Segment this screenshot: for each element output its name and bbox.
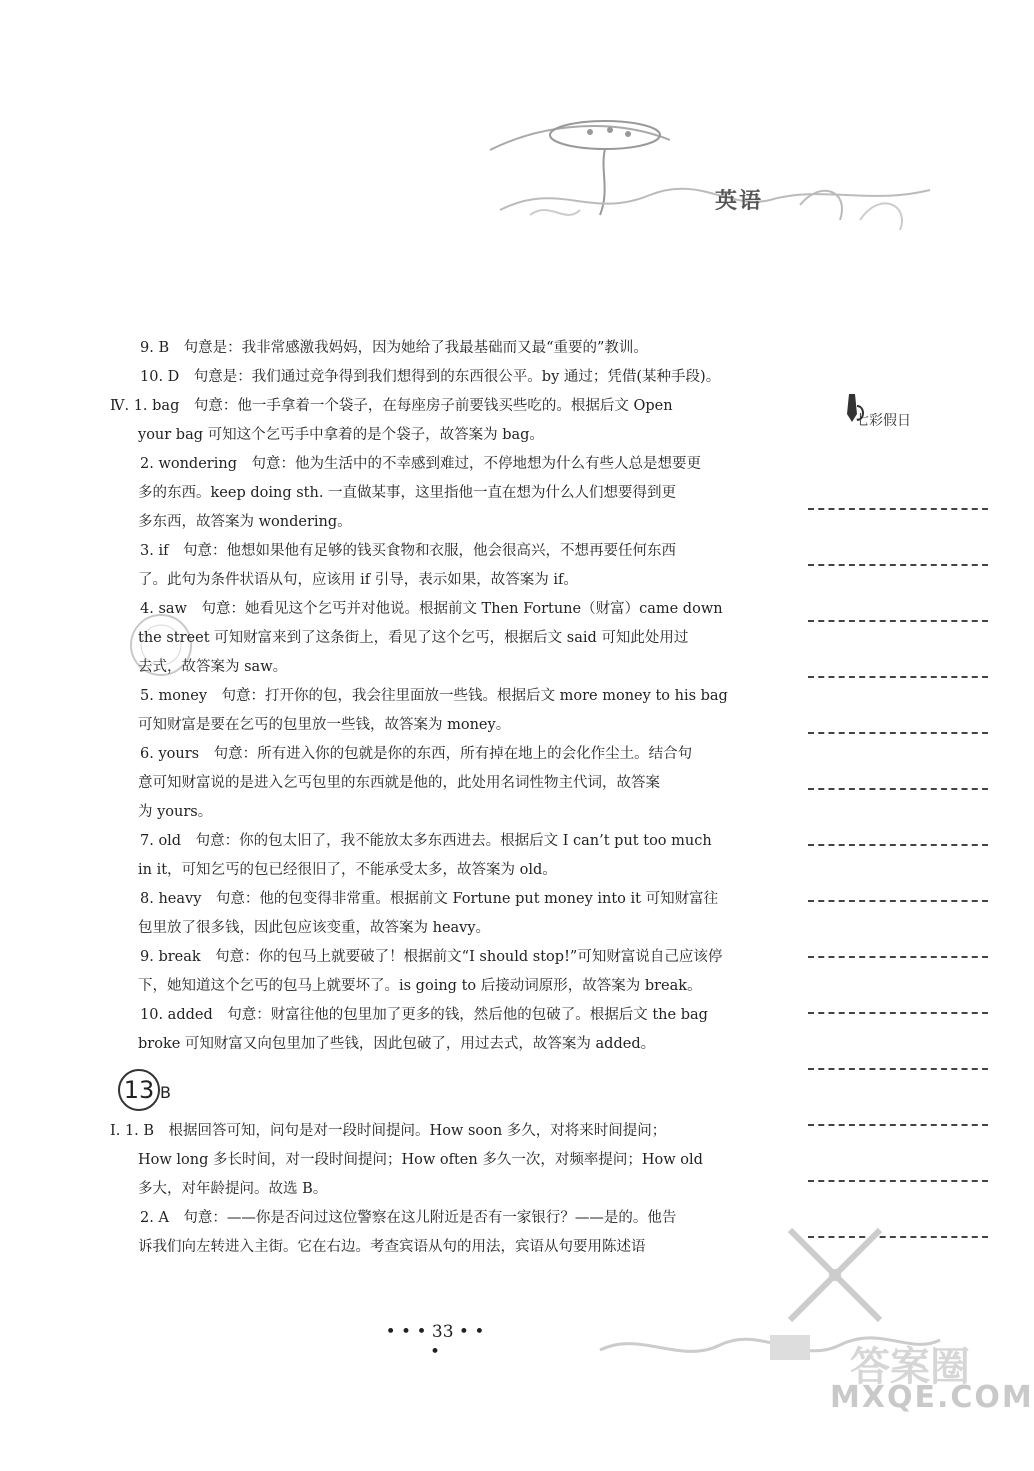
section-number: 13	[118, 1069, 160, 1111]
note-line	[808, 1070, 988, 1126]
answer-line: 多的东西。keep doing sth. 一直做某事，这里指他一直在想为什么人们想要得到更	[138, 485, 677, 501]
answer-line: 5. money 句意：打开你的包，我会往里面放一些钱。根据后文 more money to his bag	[140, 688, 728, 704]
answer-line: 4. saw 句意：她看见这个乞丐并对他说。根据前文 Then Fortune（财富）came down	[140, 601, 723, 617]
answer-line: How long 多长时间，对一段时间提问；How often 多久一次，对频率提问；How old	[138, 1152, 703, 1168]
sidebar-label: 七彩假日	[855, 413, 911, 429]
answer-line: 3. if 句意：他想如果他有足够的钱买食物和衣服，他会很高兴，不想再要任何东西	[140, 543, 676, 559]
header-decoration	[470, 110, 940, 240]
note-lines	[808, 454, 988, 1238]
note-line	[808, 510, 988, 566]
note-line	[808, 1126, 988, 1182]
note-line	[808, 622, 988, 678]
answer-line: Ⅳ. 1. bag 句意：他一手拿着一个袋子，在每座房子前要钱买些吃的。根据后文 Open	[110, 398, 673, 414]
answer-line: 下，她知道这个乞丐的包马上就要坏了。is going to 后接动词原形，故答案为 break。	[138, 978, 702, 994]
answer-line: 6. yours 句意：所有进入你的包就是你的东西，所有掉在地上的会化作尘土。结合句	[140, 746, 693, 762]
note-line	[808, 454, 988, 510]
answer-line: your bag 可知这个乞丐手中拿着的是个袋子，故答案为 bag。	[138, 427, 544, 443]
note-line	[808, 958, 988, 1014]
watermark-url: MXQE.COM	[830, 1380, 1034, 1415]
header-title: 英语	[715, 189, 764, 214]
answer-line: broke 可知财富又向包里加了些钱，因此包破了，用过去式，故答案为 added。	[138, 1036, 656, 1052]
answer-line: 包里放了很多钱，因此包应该变重，故答案为 heavy。	[138, 920, 491, 936]
answer-line: 为 yours。	[138, 804, 213, 820]
answer-line: 了。此句为条件状语从句，应该用 if 引导，表示如果，故答案为 if。	[138, 572, 578, 588]
note-line	[808, 678, 988, 734]
note-line	[808, 846, 988, 902]
answer-line: in it，可知乞丐的包已经很旧了，不能承受太多，故答案为 old。	[138, 862, 557, 878]
answer-line: 诉我们向左转进入主街。它在右边。考查宾语从句的用法，宾语从句要用陈述语	[138, 1239, 646, 1255]
answer-line: 9. B 句意是：我非常感激我妈妈，因为她给了我最基础而又最“重要的”教训。	[140, 340, 648, 356]
answer-line: 可知财富是要在乞丐的包里放一些钱，故答案为 money。	[138, 717, 511, 733]
answer-line: 10. D 句意是：我们通过竞争得到我们想得到的东西很公平。by 通过；凭借(某种手段)。	[140, 369, 721, 385]
note-line	[808, 790, 988, 846]
answer-line: 去式，故答案为 saw。	[138, 659, 288, 675]
note-line	[808, 1014, 988, 1070]
answer-line: 10. added 句意：财富往他的包里加了更多的钱，然后他的包破了。根据后文 the bag	[140, 1007, 708, 1023]
answer-line: 多大，对年龄提问。故选 B。	[138, 1181, 328, 1197]
note-line	[808, 734, 988, 790]
section-badge	[110, 1065, 750, 1117]
note-line	[808, 566, 988, 622]
answer-line: 多东西，故答案为 wondering。	[138, 514, 352, 530]
answer-line: 9. break 句意：你的包马上就要破了！根据前文“I should stop!”可知财富说自己应该停	[140, 949, 723, 965]
section-letter: B	[160, 1083, 171, 1102]
watermark-logo: 答案圈	[850, 1344, 970, 1390]
answer-line: 2. A 句意：——你是否问过这位警察在这儿附近是否有一家银行？——是的。他告	[140, 1210, 677, 1226]
answer-content	[110, 334, 750, 1262]
answer-line: 8. heavy 句意：他的包变得非常重。根据前文 Fortune put money into it 可知财富往	[140, 891, 719, 907]
answer-line: 7. old 句意：你的包太旧了，我不能放太多东西进去。根据后文 I can’t put too much	[140, 833, 712, 849]
answer-line: Ⅰ. 1. B 根据回答可知，问句是对一段时间提问。How soon 多久，对将来时间提问；	[110, 1123, 667, 1139]
note-line	[808, 902, 988, 958]
page-number: • • • 33 • • •	[385, 1322, 485, 1362]
answer-line: 2. wondering 句意：他为生活中的不幸感到难过，不停地想为什么有些人总是想要更	[140, 456, 701, 472]
answer-line: the street 可知财富来到了这条街上，看见了这个乞丐，根据后文 said 可知此处用过	[138, 630, 689, 646]
answer-line: 意可知财富说的是进入乞丐包里的东西就是他的，此处用名词性物主代词，故答案	[138, 775, 660, 791]
